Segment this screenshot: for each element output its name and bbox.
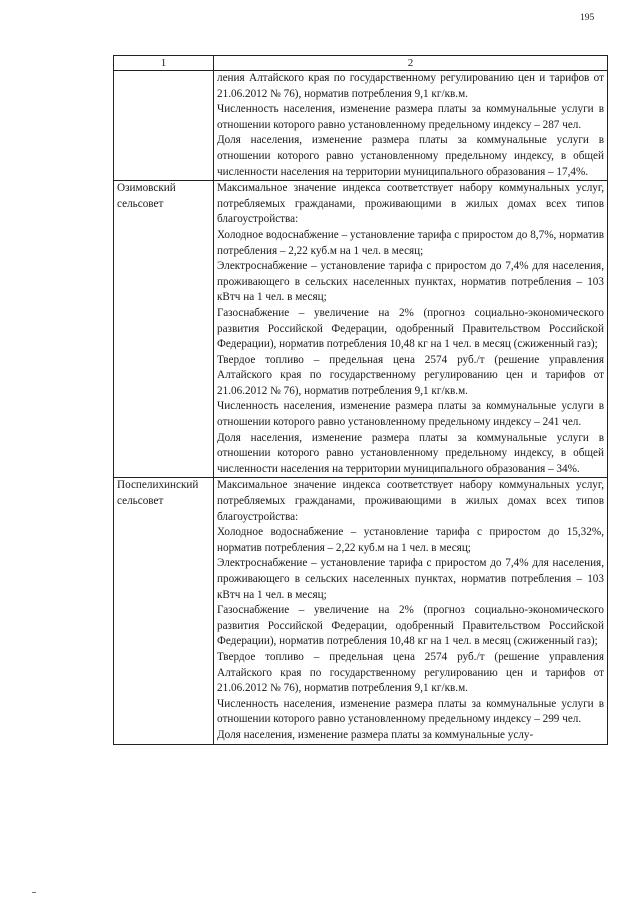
paragraph: ления Алтайского края по государственному регулированию цен и тарифов от 21.06.2012 № 76), норматив потребления 9,1 кг/кв.м. — [217, 72, 604, 100]
paragraph: Газоснабжение – увеличение на 2% (прогноз социально-экономического развития Российской Федерации, одобренный Правительством Российской Федерации), норматив потребления 10,48 кг на 1 чел. в месяц (сжиженный газ); — [217, 604, 604, 648]
paragraph: Доля населения, изменение размера платы за коммунальные услу- — [217, 728, 534, 741]
description-cell — [214, 478, 608, 745]
paragraph: Максимальное значение индекса соответствует набору коммунальных услуг, потребляемых гражданами, проживающими в жилых домах всех типов благоустройства: — [217, 479, 604, 523]
paragraph: Численность населения, изменение размера платы за коммунальные услуги в отношении которого равно установленному предельному индексу – 287 чел. — [217, 103, 604, 131]
paragraph: Холодное водоснабжение – установление тарифа с приростом до 8,7%, норматив потребления – 2,22 куб.м на 1 чел. в месяц; — [217, 228, 604, 257]
paragraph: Электроснабжение – установление тарифа с приростом до 7,4% для населения, проживающего в сельских населенных пунктах, норматив потребления – 103 кВтч на 1 чел. в месяц; — [217, 260, 604, 304]
paragraph: Доля населения, изменение размера платы за коммунальные услуги в отношении которого равно установленному предельному индексу, в общей численности населения на территории муниципального образования – 34%. — [217, 431, 604, 475]
document-table — [113, 55, 608, 745]
table-row — [114, 181, 608, 478]
paragraph: Доля населения, изменение размера платы за коммунальные услуги в отношении которого равно установленному предельному индексу, в общей численности населения на территории муниципального образования – 17,4%. — [217, 134, 604, 178]
page-number: 195 — [580, 13, 595, 23]
municipality-name: Поспелихинский сельсовет — [114, 478, 214, 745]
municipality-name: Озимовский сельсовет — [114, 181, 214, 478]
paragraph: Электроснабжение – установление тарифа с приростом до 7,4% для населения, проживающего в сельских населенных пунктах, норматив потребления – 103 кВтч на 1 чел. в месяц; — [217, 557, 604, 601]
paragraph: Максимальное значение индекса соответствует набору коммунальных услуг, потребляемых гражданами, проживающими в жилых домах всех типов благоустройства: — [217, 182, 604, 226]
table-row — [114, 71, 608, 181]
paragraph: Твердое топливо – предельная цена 2574 руб./т (решение управления Алтайского края по государственному регулированию цен и тарифов от 21.06.2012 № 76), норматив потребления 9,1 кг/кв.м. — [217, 353, 604, 397]
paragraph: Твердое топливо – предельная цена 2574 руб./т (решение управления Алтайского края по государственному регулированию цен и тарифов от 21.06.2012 № 76), норматив потребления 9,1 кг/кв.м. — [217, 650, 604, 695]
scan-mark — [32, 892, 36, 893]
table-header-row — [114, 56, 608, 71]
column-header-2: 2 — [214, 56, 608, 71]
paragraph: Газоснабжение – увеличение на 2% (прогноз социально-экономического развития Российской Федерации, одобренный Правительством Российской Федерации), норматив потребления 10,48 кг на 1 чел. в месяц (сжиженный газ); — [217, 306, 604, 351]
description-cell — [214, 71, 608, 181]
paragraph: Численность населения, изменение размера платы за коммунальные услуги в отношении которого равно установленному предельному индексу – 299 чел. — [217, 697, 604, 726]
municipality-name — [114, 71, 214, 181]
description-cell — [214, 181, 608, 478]
table-row — [114, 478, 608, 745]
paragraph: Холодное водоснабжение – установление тарифа с приростом до 15,32%, норматив потребления – 2,22 куб.м на 1 чел. в месяц; — [217, 526, 604, 554]
paragraph: Численность населения, изменение размера платы за коммунальные услуги в отношении которого равно установленному предельному индексу – 241 чел. — [217, 400, 604, 429]
column-header-1: 1 — [114, 56, 214, 71]
